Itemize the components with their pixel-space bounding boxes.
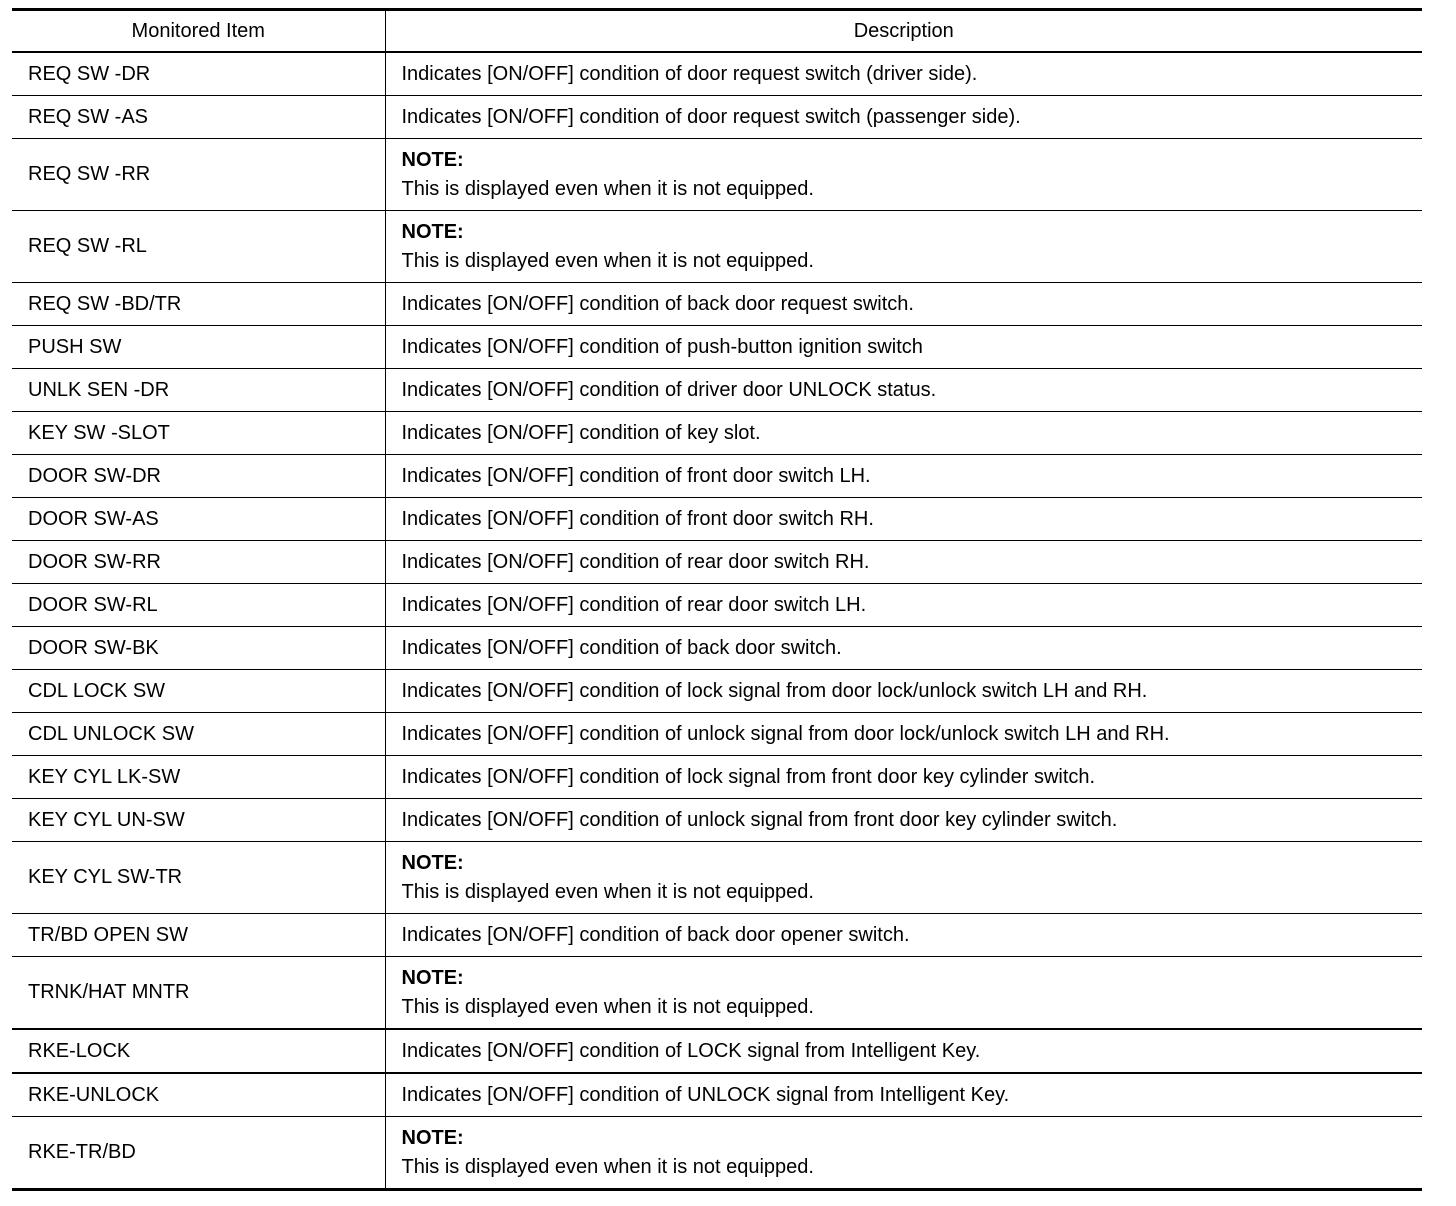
header-description: Description <box>385 10 1422 53</box>
monitored-item-cell: KEY CYL UN-SW <box>12 799 385 842</box>
note-label: NOTE: <box>401 220 464 243</box>
table-row <box>12 498 1422 541</box>
monitored-item-cell: KEY CYL SW-TR <box>12 842 385 914</box>
table-row <box>12 326 1422 369</box>
monitor-items-table <box>12 8 1422 1191</box>
description-cell: Indicates [ON/OFF] condition of front door switch LH. <box>385 455 1422 498</box>
note-text: This is displayed even when it is not equipped. <box>401 177 814 200</box>
monitored-item-cell: DOOR SW-AS <box>12 498 385 541</box>
monitored-item-cell: REQ SW -AS <box>12 96 385 139</box>
description-cell <box>385 842 1422 914</box>
table-row <box>12 914 1422 957</box>
table-row <box>12 670 1422 713</box>
description-cell: Indicates [ON/OFF] condition of door request switch (passenger side). <box>385 96 1422 139</box>
monitored-item-cell: DOOR SW-BK <box>12 627 385 670</box>
table-row <box>12 1073 1422 1117</box>
monitored-item-cell: REQ SW -BD/TR <box>12 283 385 326</box>
table-row <box>12 52 1422 96</box>
monitored-item-cell: CDL LOCK SW <box>12 670 385 713</box>
description-cell: Indicates [ON/OFF] condition of driver door UNLOCK status. <box>385 369 1422 412</box>
table-row <box>12 1029 1422 1073</box>
monitored-item-cell: RKE-TR/BD <box>12 1117 385 1190</box>
table-row <box>12 842 1422 914</box>
table-row <box>12 627 1422 670</box>
description-cell <box>385 139 1422 211</box>
note-label: NOTE: <box>401 1126 464 1149</box>
description-cell: Indicates [ON/OFF] condition of lock signal from door lock/unlock switch LH and RH. <box>385 670 1422 713</box>
description-cell: Indicates [ON/OFF] condition of front door switch RH. <box>385 498 1422 541</box>
description-cell: Indicates [ON/OFF] condition of key slot. <box>385 412 1422 455</box>
description-cell <box>385 211 1422 283</box>
description-cell: Indicates [ON/OFF] condition of rear door switch LH. <box>385 584 1422 627</box>
table-row <box>12 412 1422 455</box>
description-cell: Indicates [ON/OFF] condition of unlock signal from front door key cylinder switch. <box>385 799 1422 842</box>
description-cell <box>385 1117 1422 1190</box>
description-cell: Indicates [ON/OFF] condition of UNLOCK signal from Intelligent Key. <box>385 1073 1422 1117</box>
table-row <box>12 799 1422 842</box>
description-cell <box>385 957 1422 1030</box>
note-text: This is displayed even when it is not equipped. <box>401 1155 814 1178</box>
monitored-item-cell: KEY CYL LK-SW <box>12 756 385 799</box>
monitored-item-cell: CDL UNLOCK SW <box>12 713 385 756</box>
description-cell: Indicates [ON/OFF] condition of lock signal from front door key cylinder switch. <box>385 756 1422 799</box>
table-row <box>12 584 1422 627</box>
table-body <box>12 52 1422 1190</box>
note-label: NOTE: <box>401 148 464 171</box>
table-row <box>12 1117 1422 1190</box>
monitored-item-cell: DOOR SW-DR <box>12 455 385 498</box>
note-label: NOTE: <box>401 851 464 874</box>
description-cell: Indicates [ON/OFF] condition of push-button ignition switch <box>385 326 1422 369</box>
table-row <box>12 96 1422 139</box>
monitored-item-cell: UNLK SEN -DR <box>12 369 385 412</box>
description-cell: Indicates [ON/OFF] condition of rear door switch RH. <box>385 541 1422 584</box>
monitored-item-cell: TR/BD OPEN SW <box>12 914 385 957</box>
monitored-item-cell: REQ SW -RR <box>12 139 385 211</box>
monitored-item-cell: RKE-LOCK <box>12 1029 385 1073</box>
note-text: This is displayed even when it is not equipped. <box>401 880 814 903</box>
table-row <box>12 713 1422 756</box>
note-label: NOTE: <box>401 966 464 989</box>
monitored-item-cell: DOOR SW-RR <box>12 541 385 584</box>
monitored-item-cell: REQ SW -RL <box>12 211 385 283</box>
table-row <box>12 369 1422 412</box>
table-row <box>12 283 1422 326</box>
description-cell: Indicates [ON/OFF] condition of door request switch (driver side). <box>385 52 1422 96</box>
description-cell: Indicates [ON/OFF] condition of back door switch. <box>385 627 1422 670</box>
table-row <box>12 139 1422 211</box>
monitored-item-cell: TRNK/HAT MNTR <box>12 957 385 1030</box>
monitored-item-cell: DOOR SW-RL <box>12 584 385 627</box>
header-monitored-item: Monitored Item <box>12 10 385 53</box>
table-header-row <box>12 10 1422 53</box>
note-text: This is displayed even when it is not equipped. <box>401 995 814 1018</box>
table-row <box>12 541 1422 584</box>
monitored-item-cell: RKE-UNLOCK <box>12 1073 385 1117</box>
description-cell: Indicates [ON/OFF] condition of back door opener switch. <box>385 914 1422 957</box>
table-row <box>12 455 1422 498</box>
table-row <box>12 957 1422 1030</box>
monitored-item-cell: REQ SW -DR <box>12 52 385 96</box>
table-row <box>12 211 1422 283</box>
description-cell: Indicates [ON/OFF] condition of unlock signal from door lock/unlock switch LH and RH. <box>385 713 1422 756</box>
table-row <box>12 756 1422 799</box>
description-cell: Indicates [ON/OFF] condition of back door request switch. <box>385 283 1422 326</box>
monitored-item-cell: KEY SW -SLOT <box>12 412 385 455</box>
monitored-item-cell: PUSH SW <box>12 326 385 369</box>
description-cell: Indicates [ON/OFF] condition of LOCK signal from Intelligent Key. <box>385 1029 1422 1073</box>
note-text: This is displayed even when it is not equipped. <box>401 249 814 272</box>
